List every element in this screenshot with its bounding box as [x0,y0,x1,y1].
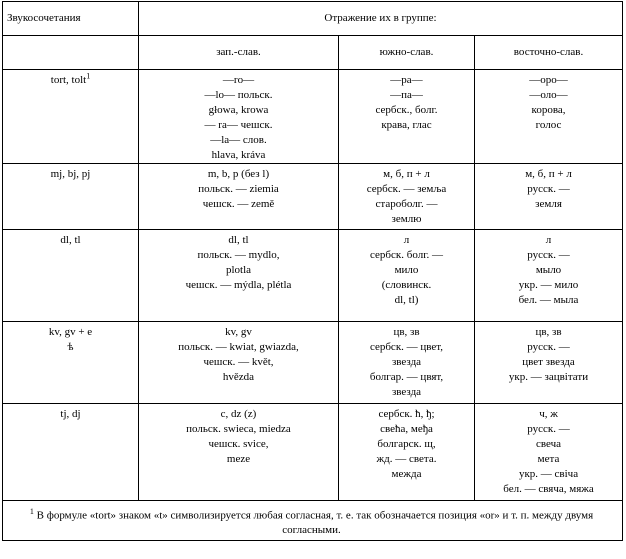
cell-line: староболг. — [375,198,438,210]
cell-line: земля [535,198,562,210]
cell-line: мыло [535,264,562,276]
table-row [3,164,623,230]
cell-line: —ра— [390,74,423,86]
cell-line: русск. — [527,341,570,353]
cell-line: болгарск. щ, [377,438,436,450]
header-group-reflection: Отражение их в группе: [139,2,623,36]
cell-line: чешск. — květ, [203,356,274,368]
cell-line: сербск., болг. [375,104,438,116]
cell-line: —оро— [529,74,568,86]
cell-line: c, dz (z) [220,408,257,420]
cell-line: русск. — [527,249,570,261]
cell-line: бел. — свячa, мяжа [503,483,594,495]
cell-line: корова, [531,104,566,116]
cell-line: польск. — kwiat, gwiazda, [178,341,299,353]
east-slavic-cell [475,230,623,322]
cell-line: польск. — ziemia [198,183,279,195]
table-row [3,230,623,322]
cell-line: цв, зв [535,326,562,338]
east-slavic-cell [475,404,623,501]
cell-line: м, б, п + л [525,168,572,180]
west-slavic-cell [139,230,339,322]
header-south-slavic: южно-слав. [339,36,475,70]
cell-line: —la— слов. [210,134,267,146]
cell-line: свећа, међа [380,423,433,435]
header-empty-cell [3,36,139,70]
cell-line: — ra— чешск. [204,119,273,131]
south-slavic-cell [339,164,475,230]
cell-line: сербск. болг. — [370,249,443,261]
cell-line: жд. — света. [376,453,437,465]
cell-line: укр. — зацвітати [508,371,589,383]
cell-line: мета [537,453,560,465]
cell-line: крава, глас [381,119,432,131]
row-label: tj, dj [3,404,139,501]
table-row [3,70,623,164]
cell-line: л [403,234,410,246]
cell-line: —ro— [222,74,255,86]
cell-line: чешск. — mýdla, plétla [185,279,292,291]
row-label: mj, bj, pj [3,164,139,230]
east-slavic-cell [475,322,623,404]
west-slavic-cell [139,322,339,404]
sound-correspondence-table [2,1,623,541]
cell-line: чешск. svice, [208,438,269,450]
cell-line: укр. — мило [518,279,579,291]
cell-line: межда [391,468,422,480]
cell-line: бел. — мыла [518,294,579,306]
cell-line: укр. — свіча [518,468,579,480]
cell-line: kv, gv [225,326,252,338]
cell-line: —оло— [529,89,568,101]
cell-line: цвет звезда [522,356,575,368]
cell-line: głowa, krowa [208,104,269,116]
east-slavic-cell [475,70,623,164]
cell-line: мило [394,264,419,276]
west-slavic-cell [139,164,339,230]
south-slavic-cell [339,70,475,164]
cell-line: meze [226,453,251,465]
header-east-slavic: восточно-слав. [475,36,623,70]
cell-line: чешск. — země [202,198,275,210]
cell-line: dl, tl [228,234,249,246]
cell-line: m, b, p (без l) [207,168,270,180]
cell-line: землю [391,213,422,225]
cell-line: польск. swieca, miedza [186,423,291,435]
cell-line: —lo— польск. [204,89,273,101]
header-sound-combinations: Звукосочетания [3,2,139,36]
west-slavic-cell [139,404,339,501]
south-slavic-cell [339,230,475,322]
header-west-slavic: зап.-слав. [139,36,339,70]
south-slavic-cell [339,404,475,501]
row-label: dl, tl [3,230,139,322]
cell-line: польск. — mydlo, [197,249,280,261]
west-slavic-cell [139,70,339,164]
cell-line: свеча [535,438,562,450]
cell-line: болгар. — цвят, [369,371,444,383]
cell-line: л [545,234,552,246]
cell-line: цв, зв [393,326,420,338]
cell-line: звезда [391,386,422,398]
cell-line: сербск. — цвет, [369,341,444,353]
cell-line: м, б, п + л [383,168,430,180]
cell-line: голос [535,119,562,131]
row-label: kv, gv + e ѣ [3,322,139,404]
cell-line: русск. — [527,183,570,195]
cell-line: hvězda [222,371,255,383]
cell-line: сербск. — земља [366,183,447,195]
cell-line: hlava, kráva [211,149,266,161]
cell-line: dl, tl) [394,294,419,306]
row-label: tort, tolt$^1$ [3,70,139,164]
cell-line: звезда [391,356,422,368]
footnote: $^1$ В формуле «tort» знаком «t» символизируется любая согласная, т. е. так обозначается позиция «or» и т. п. между двумя согласными. [3,501,623,541]
cell-line: (словинск. [381,279,432,291]
cell-line: —па— [390,89,423,101]
table-row [3,404,623,501]
cell-line: plotla [225,264,252,276]
cell-line: сербск. ћ, ђ; [378,408,435,420]
cell-line: русск. — [527,423,570,435]
table-row [3,322,623,404]
east-slavic-cell [475,164,623,230]
south-slavic-cell [339,322,475,404]
cell-line: ч, ж [539,408,558,420]
